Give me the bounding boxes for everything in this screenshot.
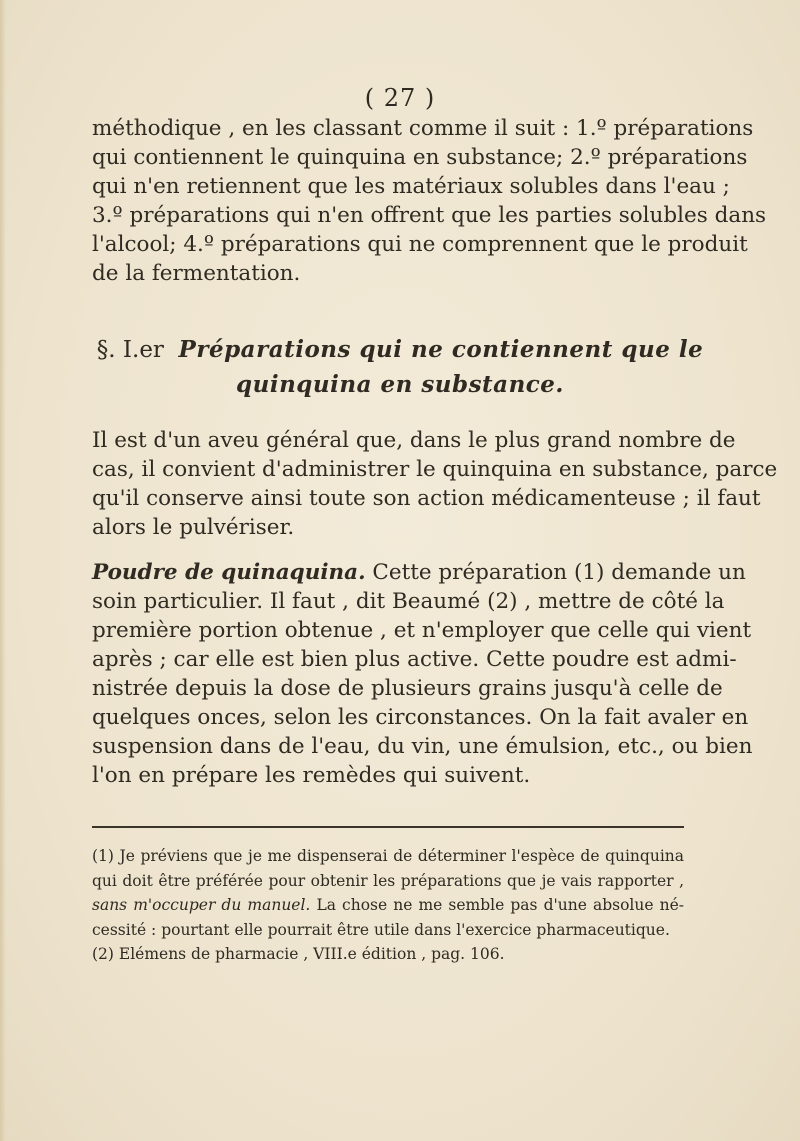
footnote-divider	[92, 826, 684, 828]
text-line: suspension dans de l'eau, du vin, une émulsion, etc., ou bien	[92, 734, 753, 759]
footnote-line: cessité : pourtant elle pourrait être utile dans l'exercice pharmaceutique.	[92, 920, 670, 939]
text-line: quelques onces, selon les circonstances. On la fait avaler en	[92, 705, 749, 730]
text-line: méthodique , en les classant comme il suit : 1.º préparations	[92, 116, 754, 141]
paragraph-general	[92, 426, 778, 542]
text-line	[92, 558, 746, 587]
text-line: après ; car elle est bien plus active. Cette poudre est admi-	[92, 647, 737, 672]
text-line: 3.º préparations qui n'en offrent que les parties solubles dans	[92, 203, 767, 228]
text-line: de la fermentation.	[92, 261, 301, 286]
text-line: l'on en prépare les remèdes qui suivent.	[92, 763, 531, 788]
footnote-line: (1) Je préviens que je me dispenserai de déterminer l'espèce de quinquina	[92, 847, 684, 865]
footnotes	[92, 844, 684, 967]
footnote-fragment: La chose ne me semble pas d'une absolue né-	[310, 896, 685, 914]
text-line: qu'il conserve ainsi toute son action médicamenteuse ; il faut	[92, 486, 761, 511]
recipe-title: Poudre de quinaquina.	[92, 560, 366, 585]
section-heading	[0, 334, 800, 366]
text-line: cas, il convient d'administrer le quinquina en substance, parce	[92, 457, 778, 482]
text-line: soin particulier. Il faut , dit Beaumé (2) , mettre de côté la	[92, 589, 725, 614]
section-title-line2: quinquina en substance.	[236, 371, 564, 398]
text-line: l'alcool; 4.º préparations qui ne comprennent que le produit	[92, 232, 748, 257]
section-symbol: §. I.er	[96, 337, 164, 363]
paragraph-intro	[92, 114, 767, 288]
text-line: alors le pulvériser.	[92, 515, 295, 540]
text-line: Il est d'un aveu général que, dans le plus grand nombre de	[92, 428, 736, 453]
footnote-italic: sans m'occuper du manuel.	[92, 896, 311, 914]
page-number: ( 27 )	[364, 84, 436, 112]
text-line: qui contiennent le quinquina en substance; 2.º préparations	[92, 145, 748, 170]
page-edge-shadow	[0, 0, 6, 1141]
footnote-line	[92, 893, 684, 918]
section-heading-line2	[0, 369, 800, 401]
footnote-line: (2) Elémens de pharmacie , VIII.e édition , pag. 106.	[92, 945, 505, 963]
text-line: première portion obtenue , et n'employer que celle qui vient	[92, 618, 752, 643]
paragraph-poudre	[92, 558, 753, 790]
text-fragment: Cette préparation (1) demande un	[365, 560, 746, 585]
footnote-line: qui doit être préférée pour obtenir les préparations que je vais rapporter ,	[92, 871, 684, 890]
text-line: nistrée depuis la dose de plusieurs grains jusqu'à celle de	[92, 676, 723, 701]
text-line: qui n'en retiennent que les matériaux solubles dans l'eau ;	[92, 174, 730, 199]
section-title-line1: Préparations qui ne contiennent que le	[178, 336, 704, 363]
